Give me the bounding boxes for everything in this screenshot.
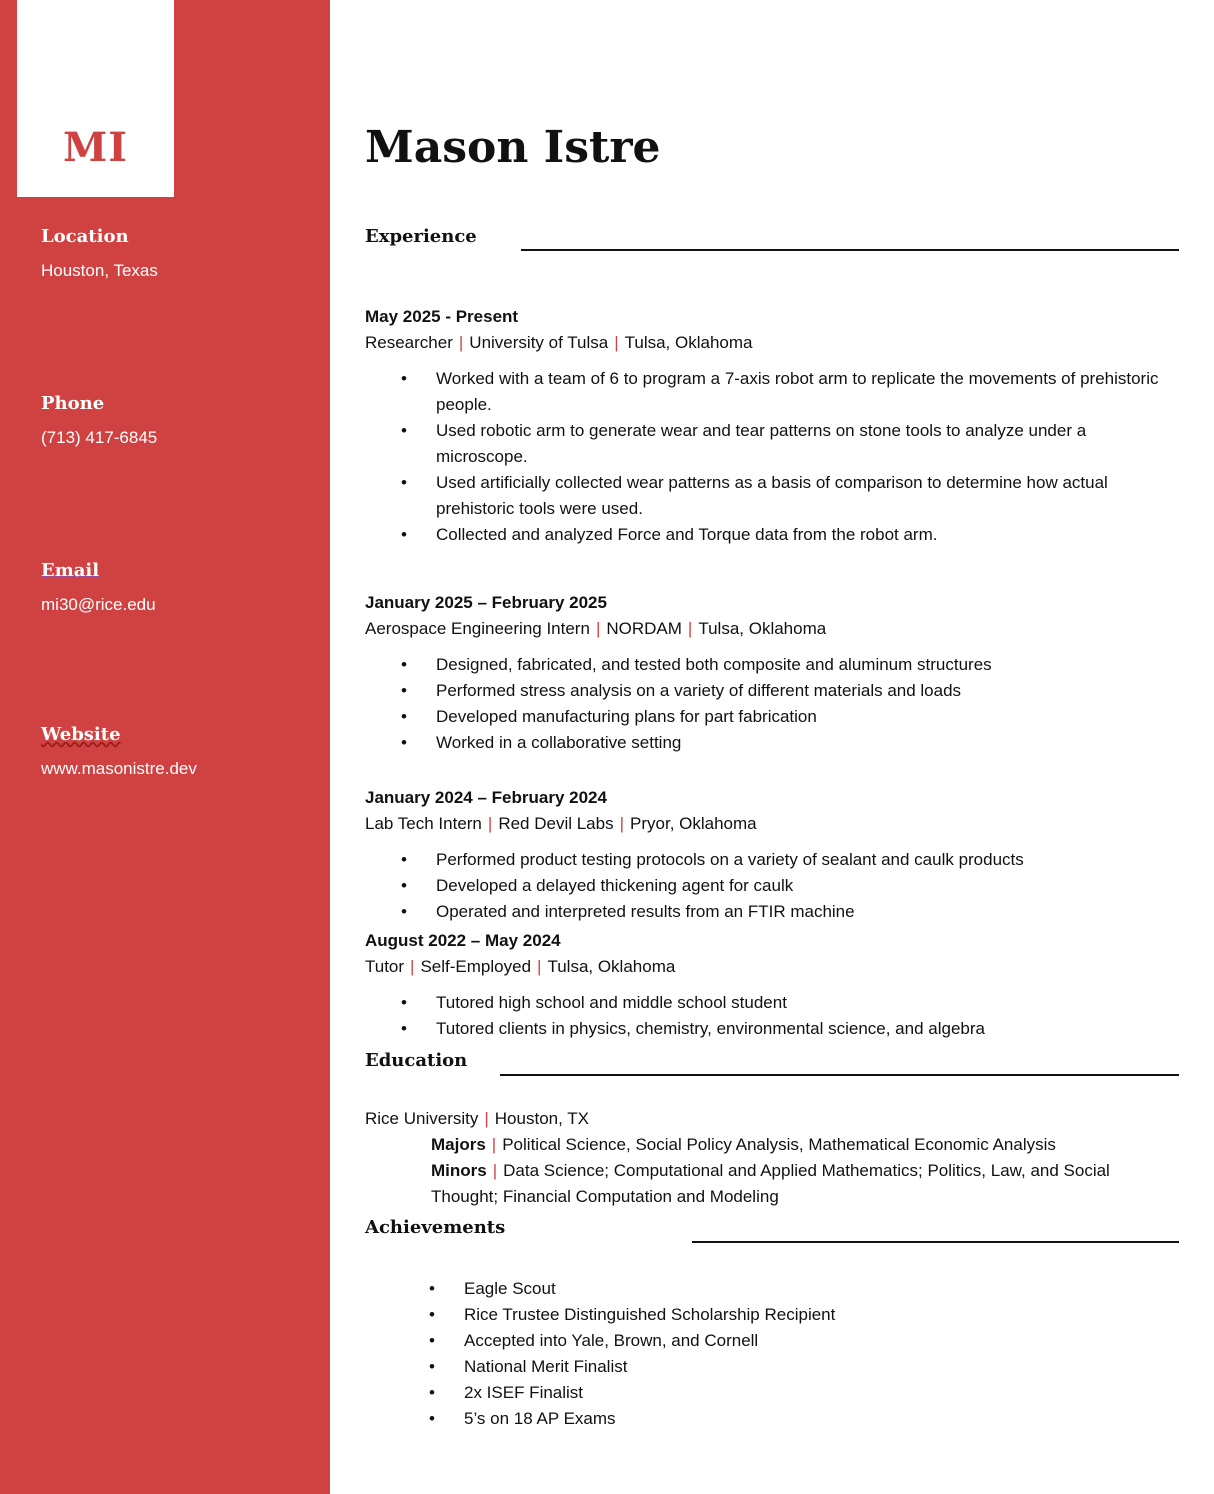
experience-rule xyxy=(521,249,1179,251)
school-name: Rice University xyxy=(365,1109,479,1128)
page-title: Mason Istre xyxy=(365,122,661,173)
separator: | xyxy=(595,619,601,638)
achievements-rule xyxy=(692,1241,1179,1243)
location-block xyxy=(41,226,158,281)
school-place: Houston, TX xyxy=(494,1109,589,1128)
list-item: • Worked with a team of 6 to program a 7-axis robot arm to replicate the movements of prehistoric people. xyxy=(436,366,1179,418)
list-item: • Performed product testing protocols on a variety of sealant and caulk products xyxy=(436,847,1179,873)
minors-line xyxy=(365,1158,1179,1210)
separator: | xyxy=(614,333,619,352)
education-rule xyxy=(500,1074,1179,1076)
achievements-list xyxy=(365,1276,1179,1432)
list-item: • Used artificially collected wear patterns as a basis of comparison to determine how actual prehistoric tools were used. xyxy=(436,470,1179,522)
phone-value: (713) 417-6845 xyxy=(41,428,158,447)
job-role: Tutor xyxy=(365,957,405,976)
job-entry xyxy=(365,928,1179,1042)
job-meta xyxy=(365,811,1179,837)
job-role: Researcher xyxy=(365,333,453,352)
job-bullets xyxy=(365,847,1179,925)
majors-label: Majors xyxy=(431,1135,486,1154)
job-place: Tulsa, Oklahoma xyxy=(698,619,827,638)
education-block xyxy=(365,1106,1179,1210)
education-title: Education xyxy=(365,1050,468,1071)
separator: | xyxy=(484,1109,489,1128)
separator: | xyxy=(410,957,415,976)
experience-heading xyxy=(365,226,1179,256)
list-item: • Operated and interpreted results from an FTIR machine xyxy=(436,899,1179,925)
list-item: • 2x ISEF Finalist xyxy=(464,1380,1179,1406)
job-bullets xyxy=(365,990,1179,1042)
list-item: • Tutored clients in physics, chemistry, environmental science, and algebra xyxy=(436,1016,1179,1042)
list-item: • Eagle Scout xyxy=(464,1276,1179,1302)
email-value[interactable]: mi30@rice.edu xyxy=(41,595,156,614)
majors-value: Political Science, Social Policy Analysis, Mathematical Economic Analysis xyxy=(502,1135,1056,1154)
email-label: Email xyxy=(41,560,100,581)
list-item: • National Merit Finalist xyxy=(464,1354,1179,1380)
experience-title: Experience xyxy=(365,226,477,247)
job-role: Lab Tech Intern xyxy=(365,814,482,833)
minors-label: Minors xyxy=(431,1161,487,1180)
list-item: • Collected and analyzed Force and Torque data from the robot arm. xyxy=(436,522,1179,548)
achievements-block xyxy=(365,1276,1179,1432)
job-dates: January 2024 – February 2024 xyxy=(365,788,607,807)
separator: | xyxy=(537,957,542,976)
achievements-heading xyxy=(365,1217,1179,1247)
website-label: Website xyxy=(41,724,121,745)
job-dates: January 2025 – February 2025 xyxy=(365,593,607,612)
job-role: Aerospace Engineering Intern xyxy=(365,619,590,638)
job-org: Red Devil Labs xyxy=(498,814,614,833)
sidebar xyxy=(0,0,330,1494)
majors-line xyxy=(365,1132,1179,1158)
list-item: • Used robotic arm to generate wear and tear patterns on stone tools to analyze under a microscope. xyxy=(436,418,1179,470)
job-place: Pryor, Oklahoma xyxy=(630,814,757,833)
website-block xyxy=(41,724,197,779)
job-dates: May 2025 - Present xyxy=(365,307,519,326)
achievements-title: Achievements xyxy=(365,1217,506,1238)
monogram: MI xyxy=(63,124,128,171)
list-item: • Designed, fabricated, and tested both composite and aluminum structures xyxy=(436,652,1179,678)
job-bullets xyxy=(365,652,1179,756)
education-school-line xyxy=(365,1106,1179,1132)
list-item: • Worked in a collaborative setting xyxy=(436,730,1179,756)
location-label: Location xyxy=(41,226,129,247)
job-bullets xyxy=(365,366,1179,548)
phone-block xyxy=(41,393,157,448)
list-item: • Developed a delayed thickening agent for caulk xyxy=(436,873,1179,899)
job-entry xyxy=(365,304,1179,548)
job-org: University of Tulsa xyxy=(469,333,609,352)
job-dates: August 2022 – May 2024 xyxy=(365,931,561,950)
monogram-box xyxy=(17,0,174,197)
list-item: • Performed stress analysis on a variety of different materials and loads xyxy=(436,678,1179,704)
education-heading xyxy=(365,1050,1179,1080)
job-entry xyxy=(365,785,1179,925)
list-item: • Tutored high school and middle school student xyxy=(436,990,1179,1016)
email-block xyxy=(41,560,156,615)
job-place: Tulsa, Oklahoma xyxy=(624,333,753,352)
separator: | xyxy=(687,619,693,638)
separator: | xyxy=(492,1161,498,1180)
minors-value: Data Science; Computational and Applied Mathematics; Politics, Law, and Social Thought; Financial Computation and Modeling xyxy=(431,1161,1110,1206)
job-place: Tulsa, Oklahoma xyxy=(547,957,676,976)
job-entry xyxy=(365,590,1179,756)
job-meta xyxy=(365,616,1179,642)
main-content xyxy=(365,0,1179,1494)
separator: | xyxy=(487,814,493,833)
location-value: Houston, Texas xyxy=(41,261,158,280)
job-meta xyxy=(365,330,1179,356)
separator: | xyxy=(458,333,464,352)
list-item: • 5’s on 18 AP Exams xyxy=(464,1406,1179,1432)
separator: | xyxy=(619,814,625,833)
list-item: • Developed manufacturing plans for part fabrication xyxy=(436,704,1179,730)
separator: | xyxy=(491,1135,497,1154)
list-item: • Accepted into Yale, Brown, and Cornell xyxy=(464,1328,1179,1354)
job-org: NORDAM xyxy=(606,619,682,638)
list-item: • Rice Trustee Distinguished Scholarship Recipient xyxy=(464,1302,1179,1328)
phone-label: Phone xyxy=(41,393,105,414)
job-org: Self-Employed xyxy=(420,957,532,976)
website-value[interactable]: www.masonistre.dev xyxy=(41,759,197,778)
job-meta xyxy=(365,954,1179,980)
